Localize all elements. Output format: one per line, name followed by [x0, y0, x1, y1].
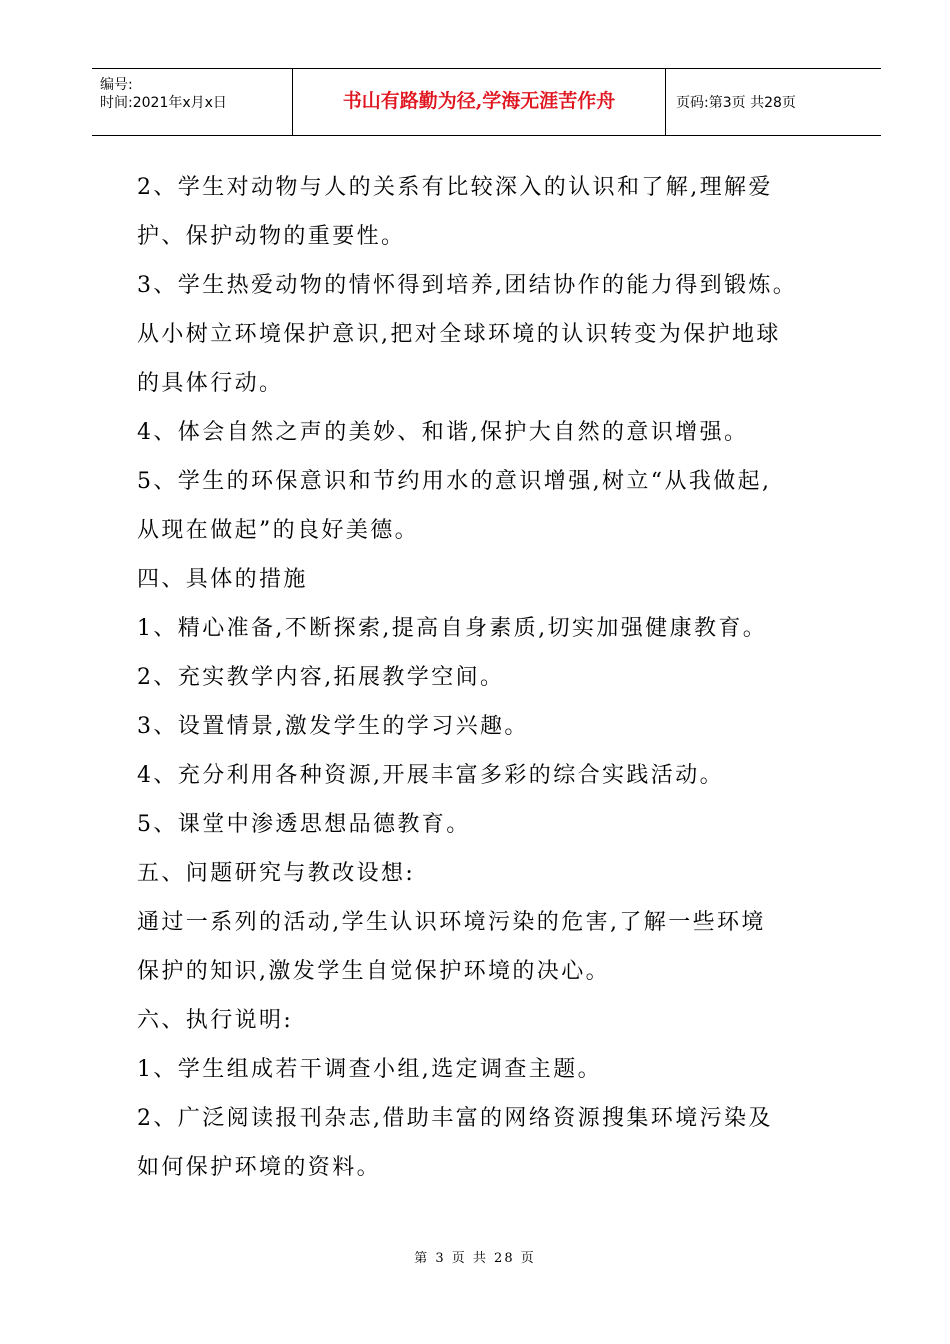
body-line: 1、学生组成若干调查小组,选定调查主题。	[137, 1057, 602, 1082]
body-line: 如何保护环境的资料。	[137, 1155, 382, 1180]
section-heading: 五、问题研究与教改设想:	[137, 861, 416, 886]
header-motto-cell	[293, 69, 666, 135]
header-page-cell	[666, 69, 881, 135]
page-header	[92, 68, 881, 136]
body-line: 3、学生热爱动物的情怀得到培养,团结协作的能力得到锻炼。	[137, 273, 798, 298]
body-line: 从小树立环境保护意识,把对全球环境的认识转变为保护地球	[137, 322, 781, 347]
document-number-label: 编号:	[100, 77, 133, 93]
body-line: 从现在做起”的良好美德。	[137, 518, 420, 543]
page-footer: 第 3 页 共 28 页	[414, 1251, 536, 1266]
section-heading: 四、具体的措施	[137, 567, 308, 592]
body-line: 4、体会自然之声的美妙、和谐,保护大自然的意识增强。	[137, 420, 749, 445]
body-line: 的具体行动。	[137, 371, 284, 396]
body-line: 5、学生的环保意识和节约用水的意识增强,树立“从我做起,	[137, 469, 772, 494]
document-body	[137, 163, 837, 1192]
body-line: 2、充实教学内容,拓展教学空间。	[137, 665, 505, 690]
body-line: 2、学生对动物与人的关系有比较深入的认识和了解,理解爱	[137, 175, 773, 200]
section-heading: 六、执行说明:	[137, 1008, 294, 1033]
document-time-label: 时间:2021年x月x日	[100, 95, 227, 111]
body-line: 保护的知识,激发学生自觉保护环境的决心。	[137, 959, 610, 984]
header-motto: 书山有路勤为径,学海无涯苦作舟	[342, 90, 616, 112]
body-line: 通过一系列的活动,学生认识环境污染的危害,了解一些环境	[137, 910, 766, 935]
body-line: 3、设置情景,激发学生的学习兴趣。	[137, 714, 529, 739]
header-page-number: 页码:第3页 共28页	[676, 95, 796, 111]
body-line: 4、充分利用各种资源,开展丰富多彩的综合实践活动。	[137, 763, 724, 788]
body-line: 2、广泛阅读报刊杂志,借助丰富的网络资源搜集环境污染及	[137, 1106, 773, 1131]
body-line: 1、精心准备,不断探索,提高自身素质,切实加强健康教育。	[137, 616, 768, 641]
header-info-cell	[92, 69, 293, 135]
body-line: 护、保护动物的重要性。	[137, 224, 406, 249]
body-line: 5、课堂中渗透思想品德教育。	[137, 812, 471, 837]
